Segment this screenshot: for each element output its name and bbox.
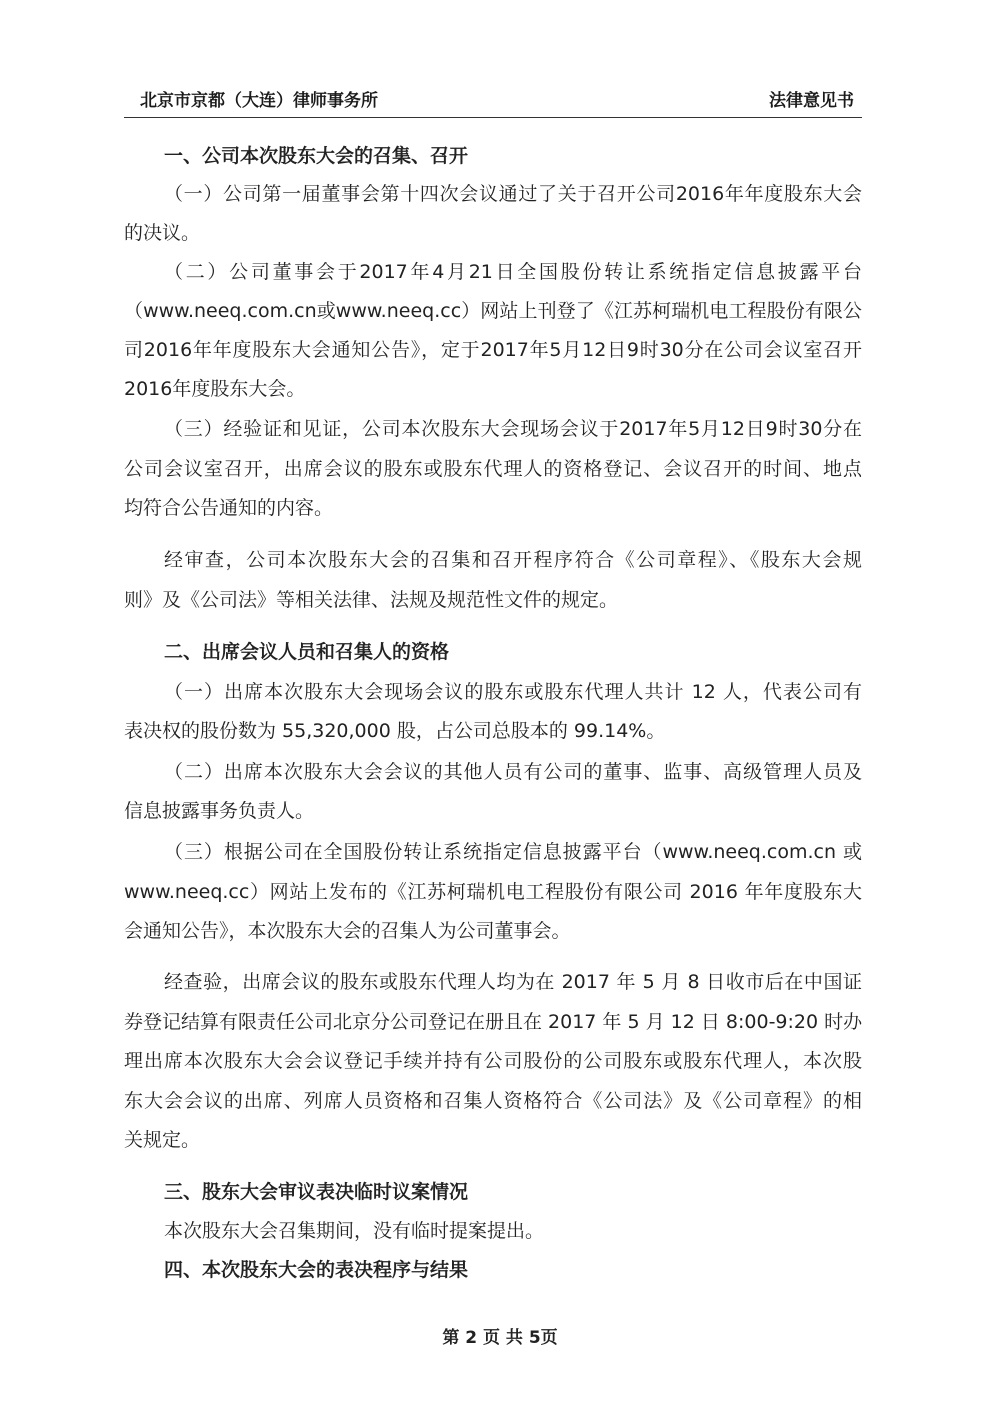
paragraph-line: 公司会议室召开，出席会议的股东或股东代理人的资格登记、会议召开的时间、地点 [124,458,862,480]
header-firm-name: 北京市京都（大连）律师事务所 [140,91,378,111]
paragraph-line: 则》及《公司法》等相关法律、法规及规范性文件的规定。 [124,589,619,611]
paragraph-line: 司2016年年度股东大会通知公告》，定于2017年5月12日9时30分在公司会议室召开 [124,339,862,361]
section-heading-1: 一、公司本次股东大会的召集、召开 [164,145,469,167]
section-heading-4: 四、本次股东大会的表决程序与结果 [164,1259,469,1281]
paragraph-line: （一）出席本次股东大会现场会议的股东或股东代理人共计 12 人，代表公司有 [164,681,862,703]
paragraph-line: 的决议。 [124,222,201,244]
paragraph-line: （二）出席本次股东大会会议的其他人员有公司的董事、监事、高级管理人员及 [164,761,862,783]
paragraph-line: 经审查，公司本次股东大会的召集和召开程序符合《公司章程》、《股东大会规 [164,549,862,571]
page-number: 第 2 页 共 5页 [442,1328,558,1348]
paragraph-line: 会通知公告》，本次股东大会的召集人为公司董事会。 [124,920,571,942]
paragraph-line: （一）公司第一届董事会第十四次会议通过了关于召开公司2016年年度股东大会 [164,183,862,205]
header-divider [124,117,862,118]
paragraph-line: www.neeq.cc）网站上发布的《江苏柯瑞机电工程股份有限公司 2016 年年度股东大 [124,881,862,903]
paragraph-line: 理出席本次股东大会会议登记手续并持有公司股份的公司股东或股东代理人，本次股 [124,1050,862,1072]
paragraph-line: 表决权的股份数为 55,320,000 股，占公司总股本的 99.14%。 [124,720,666,742]
paragraph-line: 券登记结算有限责任公司北京分公司登记在册且在 2017 年 5 月 12 日 8:00-9:20 时办 [124,1011,862,1033]
paragraph-line: （二）公司董事会于2017年4月21日全国股份转让系统指定信息披露平台 [164,261,862,283]
paragraph-line: （三）根据公司在全国股份转让系统指定信息披露平台（www.neeq.com.cn 或 [164,841,862,863]
paragraph-line: 信息披露事务负责人。 [124,800,315,822]
header-doc-type: 法律意见书 [769,91,854,111]
section-heading-3: 三、股东大会审议表决临时议案情况 [164,1181,469,1203]
paragraph-line: （三）经验证和见证，公司本次股东大会现场会议于2017年5月12日9时30分在 [164,418,862,440]
paragraph-line: （www.neeq.com.cn或www.neeq.cc）网站上刊登了《江苏柯瑞机电工程股份有限公 [124,300,862,322]
section-heading-2: 二、出席会议人员和召集人的资格 [164,641,450,663]
paragraph-line: 2016年度股东大会。 [124,378,306,400]
paragraph-line: 本次股东大会召集期间，没有临时提案提出。 [164,1220,545,1242]
paragraph-line: 均符合公告通知的内容。 [124,497,334,519]
paragraph-line: 关规定。 [124,1129,201,1151]
paragraph-line: 东大会会议的出席、列席人员资格和召集人资格符合《公司法》及《公司章程》的相 [124,1090,862,1112]
paragraph-line: 经查验，出席会议的股东或股东代理人均为在 2017 年 5 月 8 日收市后在中国证 [164,971,862,993]
